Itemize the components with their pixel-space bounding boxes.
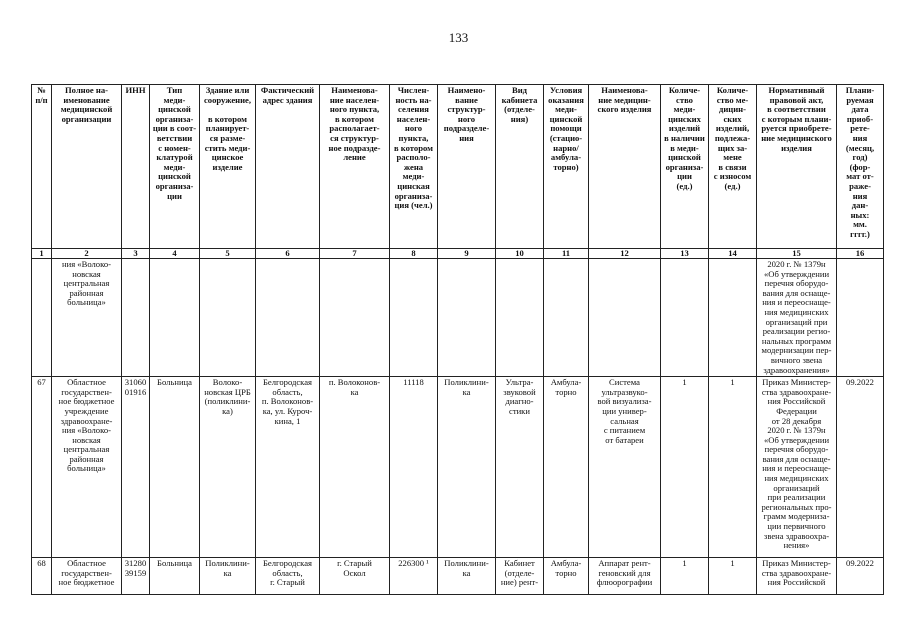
column-number: 9	[438, 249, 496, 259]
table-cell: Областное государствен- ное бюджетное	[52, 558, 122, 595]
column-number: 16	[837, 249, 884, 259]
table-cell	[438, 259, 496, 377]
column-header: № п/п	[32, 85, 52, 249]
column-number: 1	[32, 249, 52, 259]
table-cell	[32, 259, 52, 377]
column-header: Плани- руемая дата приоб- рете- ния (месяц, год) (фор- мат от- раже- ния дан- ных: мм. гггг.)	[837, 85, 884, 249]
table-cell: Поликлини- ка	[200, 558, 256, 595]
table-cell: 67	[32, 377, 52, 558]
table-row	[32, 259, 884, 377]
table-cell: Белгородская область, г. Старый	[256, 558, 320, 595]
table-cell: п. Волоконов- ка	[320, 377, 390, 558]
table-cell: Больница	[150, 558, 200, 595]
table-cell	[390, 259, 438, 377]
column-number: 3	[122, 249, 150, 259]
table-cell: 11118	[390, 377, 438, 558]
column-number: 6	[256, 249, 320, 259]
table-cell: Белгородская область, п. Волоконов- ка, ул. Куроч- кина, 1	[256, 377, 320, 558]
column-header: Здание или сооружение, в котором планирует- ся разме- стить меди- цинское изделие	[200, 85, 256, 249]
table-cell	[544, 259, 589, 377]
table-cell	[200, 259, 256, 377]
table-cell: 1	[661, 377, 709, 558]
table-row	[32, 558, 884, 595]
column-number: 2	[52, 249, 122, 259]
table-cell: Волоко- новская ЦРБ (поликлини- ка)	[200, 377, 256, 558]
table-cell: Амбула- торно	[544, 377, 589, 558]
column-number: 12	[589, 249, 661, 259]
table-cell	[320, 259, 390, 377]
column-header: Наименова- ние населен- ного пункта, в котором располагает- ся структур- ное подразде- ление	[320, 85, 390, 249]
column-header: ИНН	[122, 85, 150, 249]
table-cell: 31060 01916	[122, 377, 150, 558]
table-cell: Амбула- торно	[544, 558, 589, 595]
column-number: 7	[320, 249, 390, 259]
table-cell: Приказ Министер- ства здравоохране- ния Российской	[757, 558, 837, 595]
table-cell	[589, 259, 661, 377]
table-cell: 226300 ¹	[390, 558, 438, 595]
column-number: 14	[709, 249, 757, 259]
column-header: Нормативный правовой акт, в соответствии с которым плани- руется приобрете- ние медицинского изделия	[757, 85, 837, 249]
column-header: Наимено- вание структур- ного подразделе- ния	[438, 85, 496, 249]
table-cell: 09.2022	[837, 377, 884, 558]
table-cell: 1	[709, 558, 757, 595]
column-header: Фактический адрес здания	[256, 85, 320, 249]
column-number: 11	[544, 249, 589, 259]
table-cell: ния «Волоко- новская центральная районная больница»	[52, 259, 122, 377]
column-header: Условия оказания меди- цинской помощи (стацио- нарно/ амбула- торно)	[544, 85, 589, 249]
table-cell: Больница	[150, 377, 200, 558]
column-number: 5	[200, 249, 256, 259]
table-cell	[661, 259, 709, 377]
table-cell: Областное государствен- ное бюджетное учреждение здравоохране- ния «Волоко- новская центральная районная больница»	[52, 377, 122, 558]
column-number: 8	[390, 249, 438, 259]
medical-equipment-table	[31, 84, 884, 595]
column-number: 15	[757, 249, 837, 259]
column-number-row	[32, 249, 884, 259]
column-header: Тип меди- цинской организа- ции в соот- ветствии с номен- клатурой меди- цинской организа- ции	[150, 85, 200, 249]
page-number: 133	[448, 30, 469, 45]
table-cell	[496, 259, 544, 377]
column-header: Наименова- ние медицин- ского изделия	[589, 85, 661, 249]
table-cell: 68	[32, 558, 52, 595]
table-cell: Приказ Министер- ства здравоохране- ния Российской Федерации от 28 декабря 2020 г. № 1379н «Об утверждении перечня оборудо- вания для оснаще- ния и переоснаще- ния медицинских организаций при реализации региональных про- грамм модерниза- ции первичного звена здравоохра- нения»	[757, 377, 837, 558]
table-cell	[122, 259, 150, 377]
column-header: Полное на- именование медицинской организации	[52, 85, 122, 249]
table-cell: 31280 39159	[122, 558, 150, 595]
column-number: 10	[496, 249, 544, 259]
table-cell	[256, 259, 320, 377]
table-cell: Кабинет (отделе- ние) рент-	[496, 558, 544, 595]
table-cell: 09.2022	[837, 558, 884, 595]
column-header: Количе- ство ме- дицин- ских изделий, подлежа- щих за- мене в связи с износом (ед.)	[709, 85, 757, 249]
column-number: 4	[150, 249, 200, 259]
table-cell: 2020 г. № 1379н «Об утверждении перечня оборудо- вания для оснаще- ния и переоснаще- ния медицинских организаций при реализации регио- нальных программ модернизации пер- вичного звена здравоохранения»	[757, 259, 837, 377]
column-header: Количе- ство меди- цинских изделий в наличии в меди- цинской организа- ции (ед.)	[661, 85, 709, 249]
table-cell: Поликлини- ка	[438, 558, 496, 595]
header-row	[32, 85, 884, 249]
table-cell: Поликлини- ка	[438, 377, 496, 558]
table-cell: 1	[709, 377, 757, 558]
table-cell	[150, 259, 200, 377]
table-row	[32, 377, 884, 558]
column-number: 13	[661, 249, 709, 259]
table-cell: Аппарат рент- геновский для флюорографии	[589, 558, 661, 595]
table-cell: г. Старый Оскол	[320, 558, 390, 595]
table-cell: Ультра- звуковой диагно- стики	[496, 377, 544, 558]
column-header: Числен- ность на- селения населен- ного пункта, в котором располо- жена меди- цинская организа- ция (чел.)	[390, 85, 438, 249]
table-cell	[709, 259, 757, 377]
table-cell: 1	[661, 558, 709, 595]
table-cell: Система ультразвуко- вой визуализа- ции универ- сальная с питанием от батареи	[589, 377, 661, 558]
table-cell	[837, 259, 884, 377]
column-header: Вид кабинета (отделе- ния)	[496, 85, 544, 249]
